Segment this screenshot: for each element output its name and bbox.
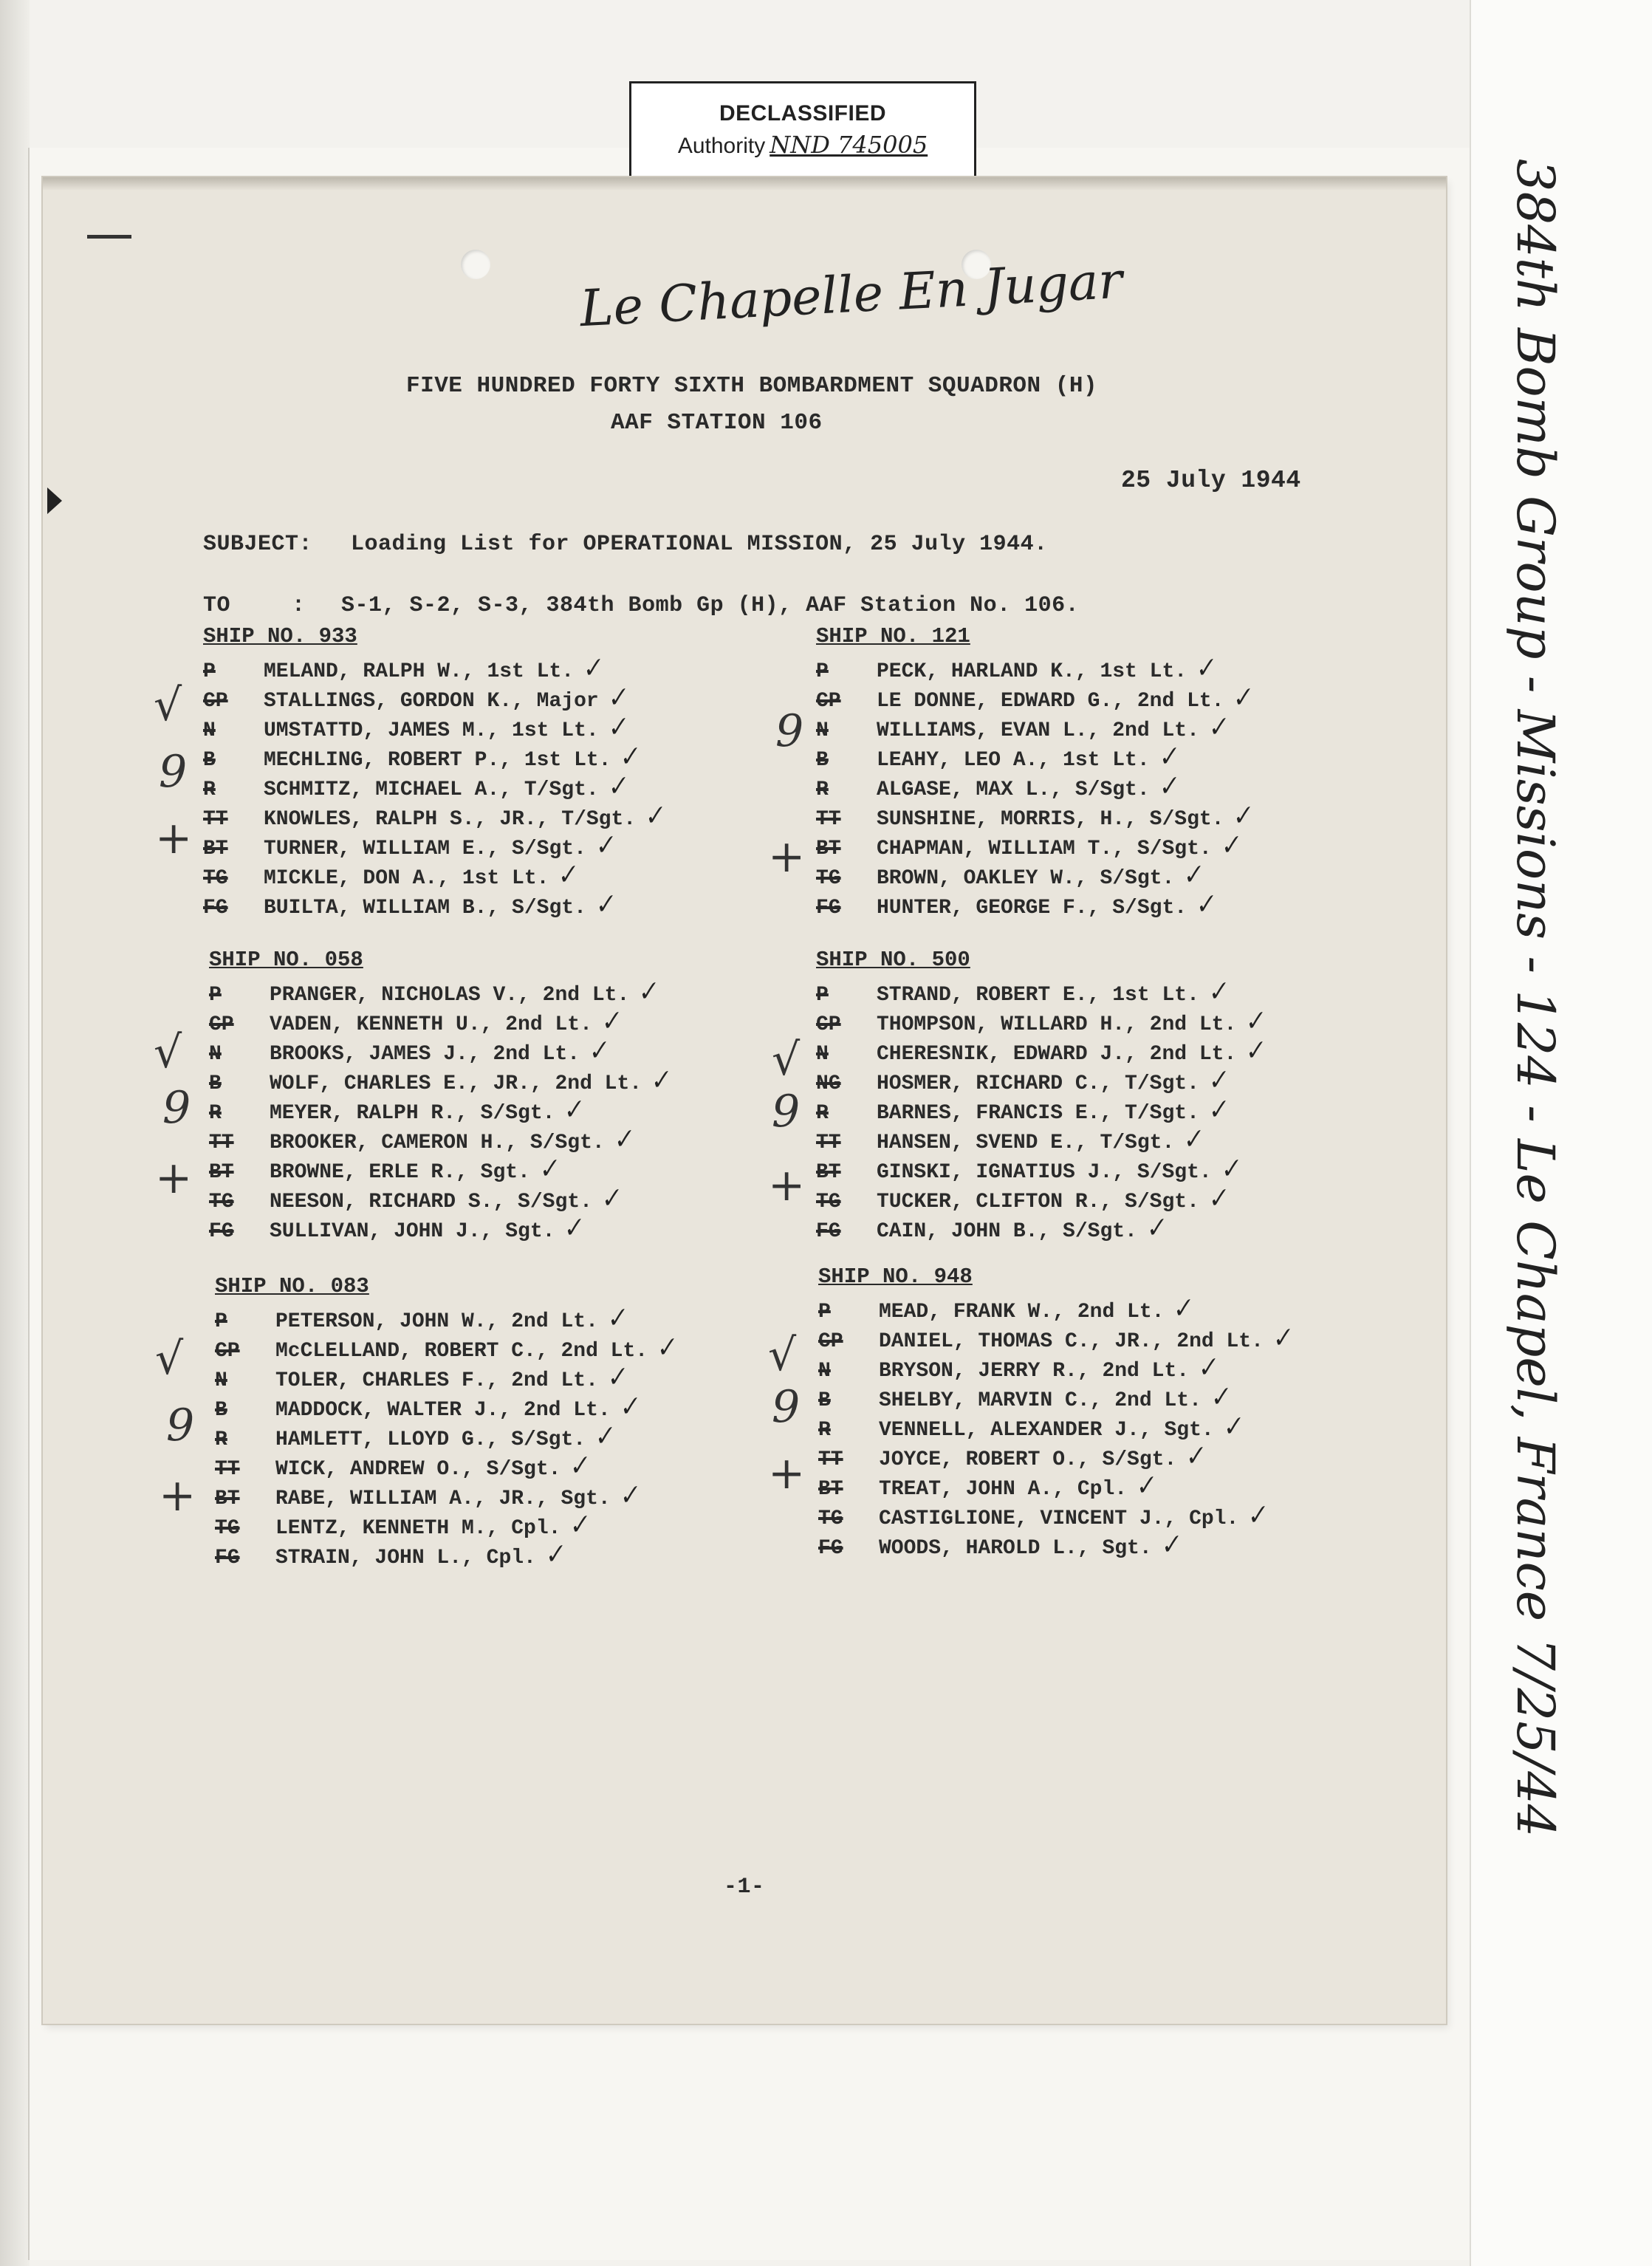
crew-row <box>816 890 1252 920</box>
check-mark-icon: ✓ <box>590 1420 617 1454</box>
crew-row <box>215 1360 676 1394</box>
crew-row <box>818 1442 1292 1471</box>
crew-row <box>818 1412 1292 1442</box>
crew-position: CP <box>816 1013 841 1036</box>
crew-position: N <box>215 1369 227 1392</box>
crew-position: R <box>203 778 216 801</box>
document-date: 25 July 1944 <box>1121 467 1301 494</box>
crew-position: FG <box>209 1220 234 1243</box>
crew-name: RABE, WILLIAM A., JR., Sgt. <box>275 1488 611 1510</box>
ship-block-948 <box>818 1264 1295 1562</box>
check-mark-icon: ✓ <box>553 858 580 892</box>
crew-row <box>209 1211 671 1245</box>
crew-position: P <box>816 660 829 683</box>
check-mark-icon: ✓ <box>597 1004 624 1038</box>
check-mark-icon: ✓ <box>1241 1034 1268 1068</box>
crew-row <box>816 1123 1265 1157</box>
crew-position: FG <box>215 1547 240 1570</box>
check-mark-icon: ✓ <box>597 1182 624 1216</box>
crew-position: P <box>215 1310 227 1333</box>
check-mark-icon: ✓ <box>614 1479 642 1513</box>
check-mark-icon: ✓ <box>603 1360 630 1394</box>
crew-row <box>215 1540 676 1570</box>
crew-name: CAIN, JOHN B., S/Sgt. <box>877 1220 1137 1243</box>
header-squadron: FIVE HUNDRED FORTY SIXTH BOMBARDMENT SQUADRON (H) <box>406 373 1098 399</box>
check-mark-icon: ✓ <box>634 975 661 1009</box>
to-colon: : <box>292 593 306 618</box>
margin-nine-mark: 9 <box>775 705 804 757</box>
crew-row <box>818 1294 1292 1324</box>
crew-position: TT <box>816 808 841 831</box>
crew-position: B <box>203 749 216 772</box>
check-mark-icon: ✓ <box>640 799 668 833</box>
crew-position: TG <box>215 1517 240 1540</box>
check-mark-icon: ✓ <box>559 1093 586 1127</box>
crew-name: VENNELL, ALEXANDER J., Sgt. <box>879 1419 1214 1442</box>
crew-position: R <box>215 1428 227 1451</box>
check-mark-icon: ✓ <box>559 1211 586 1245</box>
ship-title: SHIP NO. 121 <box>816 624 970 648</box>
crew-row <box>816 1064 1265 1098</box>
ship-block-933 <box>203 624 668 922</box>
crew-row <box>215 1510 676 1540</box>
crew-name: BARNES, FRANCIS E., T/Sgt. <box>877 1102 1199 1125</box>
check-mark-icon: ✓ <box>1228 681 1255 715</box>
crew-position: B <box>215 1399 227 1422</box>
crew-position: BT <box>818 1478 843 1501</box>
header-station: AAF STATION 106 <box>611 410 823 436</box>
crew-name: WOLF, CHARLES E., JR., 2nd Lt. <box>270 1072 642 1095</box>
crew-name: STRAIN, JOHN L., Cpl. <box>275 1547 536 1570</box>
crew-row <box>215 1331 679 1365</box>
crew-position: TG <box>816 1191 841 1214</box>
crew-name: KNOWLES, RALPH S., JR., T/Sgt. <box>264 808 637 831</box>
crew-row <box>203 890 665 920</box>
crew-position: N <box>203 719 216 742</box>
margin-arrow-icon <box>47 487 62 514</box>
crew-row <box>816 1034 1268 1068</box>
crew-position: B <box>816 749 829 772</box>
check-mark-icon: ✓ <box>584 1034 611 1068</box>
crew-name: HOSMER, RICHARD C., T/Sgt. <box>877 1072 1199 1095</box>
margin-check-mark-icon: √ <box>154 680 182 731</box>
check-mark-icon: ✓ <box>1268 1321 1295 1355</box>
crew-name: WICK, ANDREW O., S/Sgt. <box>275 1458 561 1481</box>
crew-position: CP <box>203 690 228 713</box>
crew-row <box>816 860 1252 890</box>
check-mark-icon: ✓ <box>1193 1351 1221 1385</box>
margin-cross-mark-icon: + <box>155 1152 193 1204</box>
page-number: -1- <box>724 1875 765 1900</box>
crew-name: UMSTATTD, JAMES M., 1st Lt. <box>264 719 599 742</box>
crew-position: R <box>209 1102 222 1125</box>
crew-row <box>203 829 665 863</box>
margin-check-mark-icon: √ <box>154 1027 182 1078</box>
crew-name: PETERSON, JOHN W., 2nd Lt. <box>275 1310 598 1333</box>
check-mark-icon: ✓ <box>541 1538 568 1572</box>
crew-row <box>816 829 1252 863</box>
crew-name: SULLIVAN, JOHN J., Sgt. <box>270 1220 555 1243</box>
crew-name: ALGASE, MAX L., S/Sgt. <box>877 778 1150 801</box>
margin-cross-mark-icon: + <box>155 812 193 864</box>
check-mark-icon: ✓ <box>591 888 618 922</box>
crew-position: NG <box>816 1072 841 1095</box>
crew-row <box>209 1004 671 1038</box>
check-mark-icon: ✓ <box>1179 858 1206 892</box>
subject-label: SUBJECT: <box>203 532 313 557</box>
ship-block-058 <box>209 948 674 1245</box>
crew-position: TG <box>209 1191 234 1214</box>
check-mark-icon: ✓ <box>1168 1292 1196 1326</box>
crew-row <box>209 1036 671 1066</box>
crew-name: STALLINGS, GORDON K., Major <box>264 690 599 713</box>
crew-position: BT <box>816 1161 841 1184</box>
crew-row <box>816 681 1255 715</box>
crew-name: PRANGER, NICHOLAS V., 2nd Lt. <box>270 984 630 1007</box>
check-mark-icon: ✓ <box>1181 1440 1208 1473</box>
crew-row <box>203 742 665 772</box>
crew-position: FG <box>816 897 841 920</box>
crew-name: WILLIAMS, EVAN L., 2nd Lt. <box>877 719 1199 742</box>
ship-title: SHIP NO. 083 <box>215 1274 369 1298</box>
crew-row <box>816 977 1265 1007</box>
margin-cross-mark-icon: + <box>768 831 806 883</box>
crew-row <box>203 860 665 890</box>
crew-name: McCLELLAND, ROBERT C., 2nd Lt. <box>275 1340 648 1363</box>
ship-title: SHIP NO. 500 <box>816 948 970 972</box>
check-mark-icon: ✓ <box>652 1331 679 1365</box>
ship-block-500 <box>816 948 1268 1245</box>
stamp-authority-label: Authority <box>677 134 766 158</box>
crew-name: CHERESNIK, EDWARD J., 2nd Lt. <box>877 1043 1237 1066</box>
check-mark-icon: ✓ <box>1206 1380 1233 1414</box>
crew-name: LENTZ, KENNETH M., Cpl. <box>275 1517 561 1540</box>
crew-position: R <box>816 1102 829 1125</box>
crew-name: HAMLETT, LLOYD G., S/Sgt. <box>275 1428 586 1451</box>
crew-row <box>215 1301 676 1335</box>
crew-name: LEAHY, LEO A., 1st Lt. <box>877 749 1150 772</box>
margin-dash <box>87 235 131 239</box>
crew-position: FG <box>816 1220 841 1243</box>
crew-name: HUNTER, GEORGE F., S/Sgt. <box>877 897 1187 920</box>
crew-row <box>818 1530 1292 1560</box>
stamp-title: DECLASSIFIED <box>719 101 887 126</box>
crew-name: MADDOCK, WALTER J., 2nd Lt. <box>275 1399 611 1422</box>
crew-position: TG <box>203 867 228 890</box>
crew-row <box>816 742 1252 772</box>
ship-title: SHIP NO. 058 <box>209 948 363 972</box>
crew-name: WOODS, HAROLD L., Sgt. <box>879 1537 1152 1560</box>
crew-name: MEAD, FRANK W., 2nd Lt. <box>879 1301 1165 1324</box>
crew-name: TOLER, CHARLES F., 2nd Lt. <box>275 1369 598 1392</box>
crew-name: TUCKER, CLIFTON R., S/Sgt. <box>877 1191 1199 1214</box>
crew-position: FG <box>818 1537 843 1560</box>
crew-row <box>818 1499 1292 1533</box>
crew-name: BRYSON, JERRY R., 2nd Lt. <box>879 1360 1190 1383</box>
check-mark-icon: ✓ <box>603 681 631 715</box>
crew-row <box>215 1479 676 1513</box>
crew-name: SUNSHINE, MORRIS, H., S/Sgt. <box>877 808 1224 831</box>
crew-position: CP <box>816 690 841 713</box>
crew-position: TT <box>818 1448 843 1471</box>
crew-row <box>816 1095 1265 1125</box>
crew-position: TT <box>203 808 228 831</box>
margin-nine-mark: 9 <box>772 1381 801 1433</box>
check-mark-icon: ✓ <box>603 1301 630 1335</box>
margin-nine-mark: 9 <box>166 1400 195 1451</box>
margin-nine-mark: 9 <box>772 1086 801 1137</box>
crew-row <box>203 799 668 833</box>
check-mark-icon: ✓ <box>1204 1182 1231 1216</box>
crew-row <box>209 1154 671 1184</box>
crew-name: TURNER, WILLIAM E., S/Sgt. <box>264 838 586 860</box>
crew-row <box>203 683 665 713</box>
crew-name: JOYCE, ROBERT O., S/Sgt. <box>879 1448 1177 1471</box>
check-mark-icon: ✓ <box>1243 1499 1270 1533</box>
margin-check-mark-icon: √ <box>772 1034 801 1086</box>
crew-position: TG <box>816 867 841 890</box>
check-mark-icon: ✓ <box>1228 799 1255 833</box>
crew-name: BUILTA, WILLIAM B., S/Sgt. <box>264 897 586 920</box>
margin-cross-mark-icon: + <box>768 1448 806 1499</box>
crew-row <box>816 711 1252 745</box>
crew-name: THOMPSON, WILLARD H., 2nd Lt. <box>877 1013 1237 1036</box>
declassified-stamp <box>629 81 976 186</box>
crew-name: NEESON, RICHARD S., S/Sgt. <box>270 1191 592 1214</box>
crew-name: LE DONNE, EDWARD G., 2nd Lt. <box>877 690 1224 713</box>
check-mark-icon: ✓ <box>615 740 642 774</box>
subject-text: Loading List for OPERATIONAL MISSION, 25 July 1944. <box>351 532 1048 557</box>
crew-row <box>215 1451 676 1481</box>
crew-position: N <box>209 1043 222 1066</box>
crew-position: P <box>818 1301 831 1324</box>
crew-position: CP <box>215 1340 240 1363</box>
check-mark-icon: ✓ <box>565 1508 592 1542</box>
check-mark-icon: ✓ <box>1218 1410 1246 1444</box>
crew-row <box>816 1211 1265 1245</box>
crew-name: BROOKS, JAMES J., 2nd Lt. <box>270 1043 580 1066</box>
crew-position: TG <box>818 1507 843 1530</box>
check-mark-icon: ✓ <box>1154 740 1182 774</box>
stamp-authority-number: NND 745005 <box>770 131 928 159</box>
ship-title: SHIP NO. 948 <box>818 1264 973 1289</box>
crew-name: CASTIGLIONE, VINCENT J., Cpl. <box>879 1507 1239 1530</box>
crew-position: BT <box>215 1488 240 1510</box>
crew-position: BT <box>203 838 228 860</box>
punch-hole-left <box>461 250 490 279</box>
crew-row <box>818 1321 1295 1355</box>
crew-name: HANSEN, SVEND E., T/Sgt. <box>877 1132 1175 1154</box>
crew-name: TREAT, JOHN A., Cpl. <box>879 1478 1128 1501</box>
crew-name: GINSKI, IGNATIUS J., S/Sgt. <box>877 1161 1212 1184</box>
stamp-authority <box>631 131 974 159</box>
crew-row <box>203 651 665 685</box>
check-mark-icon: ✓ <box>1241 1004 1268 1038</box>
crew-row <box>816 799 1255 833</box>
crew-position: B <box>818 1389 831 1412</box>
margin-cross-mark-icon: + <box>768 1160 806 1211</box>
crew-position: R <box>816 778 829 801</box>
crew-position: N <box>816 1043 829 1066</box>
crew-position: TT <box>215 1458 240 1481</box>
crew-row <box>215 1392 676 1422</box>
check-mark-icon: ✓ <box>1179 1123 1206 1157</box>
crew-row <box>816 770 1252 804</box>
check-mark-icon: ✓ <box>1156 1528 1184 1562</box>
crew-row <box>209 1123 671 1157</box>
crew-row <box>818 1380 1292 1414</box>
crew-row <box>816 1184 1265 1214</box>
check-mark-icon: ✓ <box>535 1152 562 1186</box>
check-mark-icon: ✓ <box>565 1449 592 1483</box>
check-mark-icon: ✓ <box>1131 1469 1159 1503</box>
crew-name: MECHLING, ROBERT P., 1st Lt. <box>264 749 611 772</box>
check-mark-icon: ✓ <box>578 651 606 685</box>
check-mark-icon: ✓ <box>1216 1152 1244 1186</box>
check-mark-icon: ✓ <box>614 1390 642 1424</box>
crew-position: BT <box>209 1161 234 1184</box>
crew-name: PECK, HARLAND K., 1st Lt. <box>877 660 1187 683</box>
crew-row <box>816 651 1252 685</box>
check-mark-icon: ✓ <box>603 711 631 745</box>
crew-row <box>816 1154 1265 1184</box>
crew-position: N <box>818 1360 831 1383</box>
check-mark-icon: ✓ <box>646 1064 674 1098</box>
crew-position: B <box>209 1072 222 1095</box>
check-mark-icon: ✓ <box>1204 711 1231 745</box>
crew-row <box>209 1184 671 1214</box>
crew-position: TT <box>816 1132 841 1154</box>
ship-block-121 <box>816 624 1255 922</box>
crew-position: P <box>209 984 222 1007</box>
check-mark-icon: ✓ <box>1204 1093 1231 1127</box>
ship-block-083 <box>215 1274 679 1572</box>
check-mark-icon: ✓ <box>1191 651 1219 685</box>
side-handwritten-note: 384th Bomb Group - Missions - 124 - Le Chapel, France 7/25/44 <box>1505 159 1566 1838</box>
check-mark-icon: ✓ <box>591 829 618 863</box>
crew-position: CP <box>818 1330 843 1353</box>
crew-row <box>209 1095 671 1125</box>
crew-row <box>209 977 671 1007</box>
crew-row <box>215 1420 676 1454</box>
check-mark-icon: ✓ <box>603 770 631 804</box>
check-mark-icon: ✓ <box>1204 1064 1231 1098</box>
crew-position: P <box>203 660 216 683</box>
check-mark-icon: ✓ <box>1191 888 1219 922</box>
crew-name: MEYER, RALPH R., S/Sgt. <box>270 1102 555 1125</box>
to-label: TO <box>203 593 231 618</box>
ship-title: SHIP NO. 933 <box>203 624 357 648</box>
to-text: S-1, S-2, S-3, 384th Bomb Gp (H), AAF Station No. 106. <box>341 593 1080 618</box>
crew-position: BT <box>816 838 841 860</box>
crew-row <box>816 1004 1268 1038</box>
crew-position: FG <box>203 897 228 920</box>
crew-name: DANIEL, THOMAS C., JR., 2nd Lt. <box>879 1330 1264 1353</box>
crew-name: MICKLE, DON A., 1st Lt. <box>264 867 549 890</box>
crew-name: CHAPMAN, WILLIAM T., S/Sgt. <box>877 838 1212 860</box>
document-top-edge <box>43 177 1446 191</box>
check-mark-icon: ✓ <box>1216 829 1244 863</box>
crew-name: SHELBY, MARVIN C., 2nd Lt. <box>879 1389 1202 1412</box>
crew-name: STRAND, ROBERT E., 1st Lt. <box>877 984 1199 1007</box>
crew-row <box>209 1064 674 1098</box>
margin-check-mark-icon: √ <box>155 1333 184 1385</box>
margin-nine-mark: 9 <box>159 746 188 798</box>
crew-name: BROOKER, CAMERON H., S/Sgt. <box>270 1132 605 1154</box>
check-mark-icon: ✓ <box>1204 975 1231 1009</box>
crew-row <box>818 1471 1292 1501</box>
crew-name: BROWN, OAKLEY W., S/Sgt. <box>877 867 1175 890</box>
crew-position: N <box>816 719 829 742</box>
crew-name: BROWNE, ERLE R., Sgt. <box>270 1161 530 1184</box>
crew-row <box>818 1353 1292 1383</box>
check-mark-icon: ✓ <box>609 1123 637 1157</box>
crew-name: VADEN, KENNETH U., 2nd Lt. <box>270 1013 592 1036</box>
crew-position: R <box>818 1419 831 1442</box>
handwritten-title: Le Chapelle En Jugar <box>578 251 1124 339</box>
crew-row <box>203 711 665 745</box>
crew-position: CP <box>209 1013 234 1036</box>
crew-row <box>203 770 665 804</box>
crew-position: TT <box>209 1132 234 1154</box>
folder-edge <box>0 0 30 2266</box>
margin-nine-mark: 9 <box>162 1082 191 1134</box>
crew-name: MELAND, RALPH W., 1st Lt. <box>264 660 575 683</box>
crew-position: P <box>816 984 829 1007</box>
check-mark-icon: ✓ <box>1142 1211 1169 1245</box>
margin-check-mark-icon: √ <box>768 1329 797 1381</box>
margin-cross-mark-icon: + <box>159 1470 196 1521</box>
crew-name: SCHMITZ, MICHAEL A., T/Sgt. <box>264 778 599 801</box>
check-mark-icon: ✓ <box>1154 770 1182 804</box>
